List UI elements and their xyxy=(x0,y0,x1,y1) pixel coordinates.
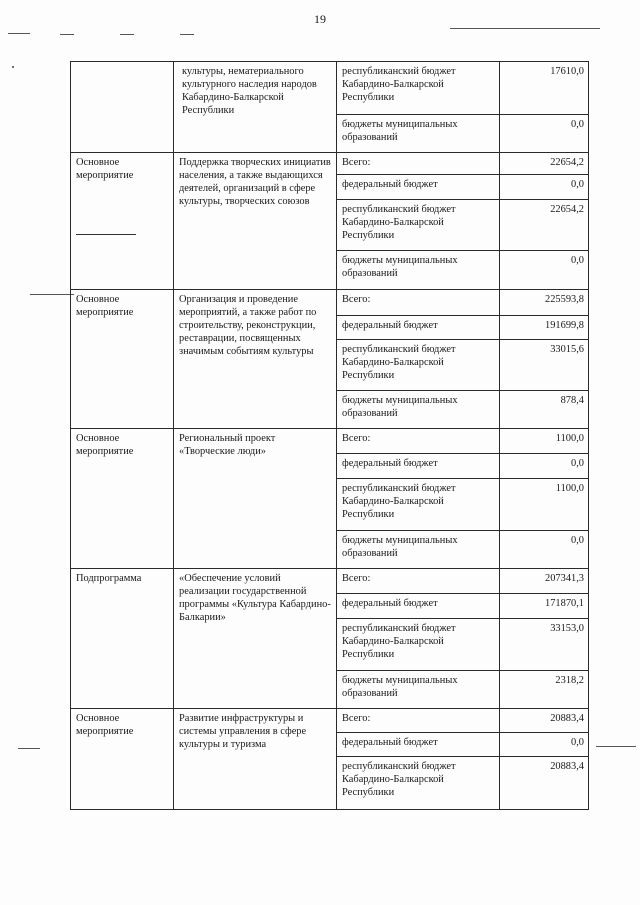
source-cell: федеральный бюджет xyxy=(337,594,500,619)
underline-mark xyxy=(76,234,136,235)
value-cell: 171870,1 xyxy=(500,594,589,619)
row-type-cell: Основное мероприятие xyxy=(71,429,174,569)
source-cell: республиканский бюджет Кабардино-Балкарской Республики xyxy=(337,757,500,810)
row-type-cell xyxy=(71,153,174,290)
source-cell: бюджеты муниципальных образований xyxy=(337,531,500,569)
row-type-label: Основное мероприятие xyxy=(76,157,134,181)
scan-mark xyxy=(8,33,30,34)
page-number: 19 xyxy=(314,12,326,26)
value-cell: 22654,2 xyxy=(500,153,589,175)
value-cell: 1100,0 xyxy=(500,429,589,454)
scan-mark xyxy=(30,294,74,295)
value-cell: 0,0 xyxy=(500,251,589,290)
source-cell: Всего: xyxy=(337,709,500,733)
table-row xyxy=(71,62,589,115)
source-cell: Всего: xyxy=(337,290,500,316)
source-cell: республиканский бюджет Кабардино-Балкарской Республики xyxy=(337,619,500,671)
value-cell: 0,0 xyxy=(500,115,589,153)
source-cell: бюджеты муниципальных образований xyxy=(337,251,500,290)
scan-mark xyxy=(120,34,134,35)
source-cell: бюджеты муниципальных образований xyxy=(337,115,500,153)
value-cell: 20883,4 xyxy=(500,757,589,810)
scan-mark xyxy=(180,34,194,35)
row-type-cell: Подпрограмма xyxy=(71,569,174,709)
value-cell: 22654,2 xyxy=(500,200,589,251)
value-cell: 33153,0 xyxy=(500,619,589,671)
value-cell: 1100,0 xyxy=(500,479,589,531)
table-row xyxy=(71,290,589,316)
value-cell: 878,4 xyxy=(500,391,589,429)
row-name-cell: Развитие инфраструктуры и системы управления в сфере культуры и туризма xyxy=(174,709,337,810)
value-cell: 0,0 xyxy=(500,454,589,479)
budget-table xyxy=(70,61,589,810)
row-name-cell: Поддержка творческих инициатив населения, а также выдающихся деятелей, организаций в сфере культуры, творческих союзов xyxy=(174,153,337,290)
row-name-cell: Региональный проект «Творческие люди» xyxy=(174,429,337,569)
source-cell: Всего: xyxy=(337,153,500,175)
value-cell: 17610,0 xyxy=(500,62,589,115)
scan-mark xyxy=(18,748,40,749)
row-type-cell xyxy=(71,62,174,153)
source-cell: республиканский бюджет Кабардино-Балкарской Республики xyxy=(337,479,500,531)
scan-mark xyxy=(60,34,74,35)
scan-dot xyxy=(12,66,14,68)
table-row xyxy=(71,429,589,454)
source-cell: Всего: xyxy=(337,569,500,594)
value-cell: 225593,8 xyxy=(500,290,589,316)
row-name-cell: Организация и проведение мероприятий, а также работ по строительству, реконструкции, реставрации, посвященных значимым событиям культуры xyxy=(174,290,337,429)
row-type-cell: Основное мероприятие xyxy=(71,290,174,429)
source-cell: федеральный бюджет xyxy=(337,454,500,479)
row-type-cell: Основное мероприятие xyxy=(71,709,174,810)
table-row xyxy=(71,153,589,175)
source-cell: федеральный бюджет xyxy=(337,316,500,340)
source-cell: республиканский бюджет Кабардино-Балкарской Республики xyxy=(337,200,500,251)
value-cell: 0,0 xyxy=(500,175,589,200)
table-row xyxy=(71,709,589,733)
value-cell: 20883,4 xyxy=(500,709,589,733)
value-cell: 207341,3 xyxy=(500,569,589,594)
value-cell: 191699,8 xyxy=(500,316,589,340)
row-name-cell: культуры, нематериального культурного наследия народов Кабардино-Балкарской Республики xyxy=(174,62,337,153)
value-cell: 0,0 xyxy=(500,733,589,757)
scan-mark xyxy=(450,28,600,29)
source-cell: бюджеты муниципальных образований xyxy=(337,391,500,429)
source-cell: бюджеты муниципальных образований xyxy=(337,671,500,709)
value-cell: 2318,2 xyxy=(500,671,589,709)
value-cell: 33015,6 xyxy=(500,340,589,391)
source-cell: республиканский бюджет Кабардино-Балкарской Республики xyxy=(337,340,500,391)
source-cell: федеральный бюджет xyxy=(337,175,500,200)
scan-mark xyxy=(596,746,636,747)
source-cell: республиканский бюджет Кабардино-Балкарской Республики xyxy=(337,62,500,115)
row-name-cell: «Обеспечение условий реализации государственной программы «Культура Кабардино-Балкарии» xyxy=(174,569,337,709)
table-row xyxy=(71,569,589,594)
source-cell: Всего: xyxy=(337,429,500,454)
value-cell: 0,0 xyxy=(500,531,589,569)
source-cell: федеральный бюджет xyxy=(337,733,500,757)
